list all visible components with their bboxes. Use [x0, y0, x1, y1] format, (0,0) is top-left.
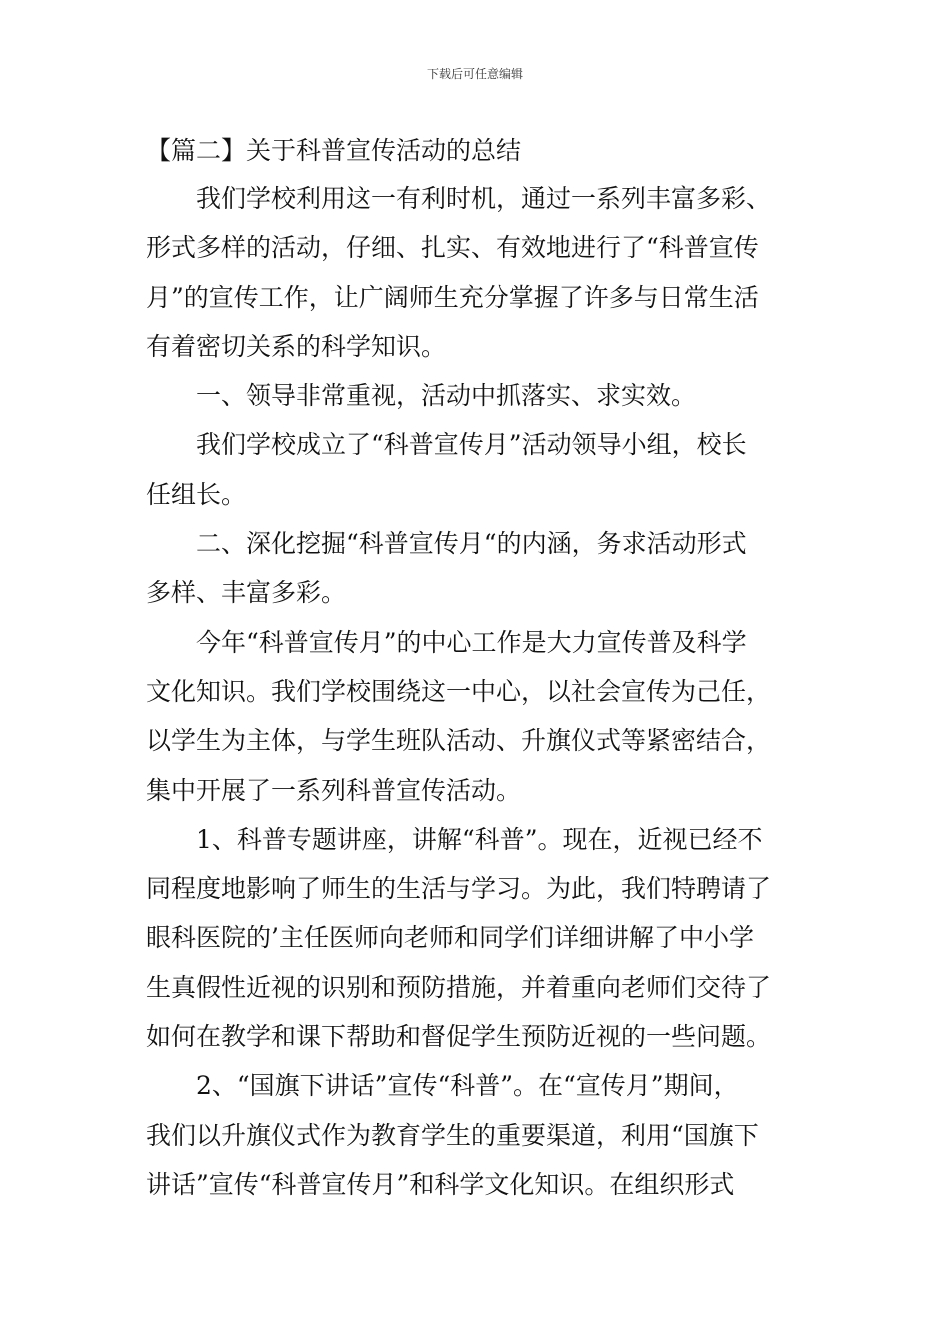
text-line: 眼科医院的’主任医师向老师和同学们详细讲解了中小学	[146, 923, 754, 953]
page-header: 下载后可任意编辑	[426, 67, 523, 81]
text-line: 一、领导非常重视，活动中抓落实、求实效。	[196, 381, 697, 411]
text-line: 2、“国旗下讲话”宣传“科普”。在“宣传月”期间，	[196, 1071, 739, 1101]
text-line: 任组长。	[146, 479, 247, 509]
text-line: 多样、丰富多彩。	[146, 578, 347, 608]
paragraph-lines	[146, 174, 816, 1209]
text-line: 我们以升旗仪式作为教育学生的重要渠道，利用“国旗下	[146, 1120, 759, 1150]
text-line: 以学生为主体，与学生班队活动、升旗仪式等紧密结合，	[146, 726, 772, 756]
text-line: 1、科普专题讲座，讲解“科普”。现在，近视已经不	[196, 824, 763, 854]
text-line: 生真假性近视的识别和预防措施，并着重向老师们交待了	[146, 972, 772, 1002]
text-line: 有着密切关系的科学知识。	[146, 331, 447, 361]
document-body	[146, 128, 816, 1209]
text-line: 二、深化挖掘“科普宣传月“的内涵，务求活动形式	[196, 529, 747, 559]
text-line: 讲话”宣传“科普宣传月”和科学文化知识。在组织形式	[146, 1169, 735, 1199]
text-line: 如何在教学和课下帮助和督促学生预防近视的一些问题。	[146, 1022, 772, 1052]
text-line: 形式多样的活动，仔细、扎实、有效地进行了“科普宣传	[146, 233, 759, 263]
document-title: 【篇二】关于科普宣传活动的总结	[146, 136, 522, 165]
text-line: 月”的宣传工作，让广阔师生充分掌握了许多与日常生活	[146, 282, 759, 312]
text-line: 同程度地影响了师生的生活与学习。为此，我们特聘请了	[146, 874, 772, 904]
text-line: 集中开展了一系列科普宣传活动。	[146, 775, 522, 805]
text-line: 我们学校利用这一有利时机，通过一系列丰富多彩、	[196, 184, 772, 213]
text-line: 我们学校成立了“科普宣传月”活动领导小组，校长	[196, 430, 747, 460]
text-line: 文化知识。我们学校围绕这一中心，以社会宣传为己任，	[146, 676, 772, 706]
text-line: 今年“科普宣传月”的中心工作是大力宣传普及科学	[196, 627, 747, 657]
